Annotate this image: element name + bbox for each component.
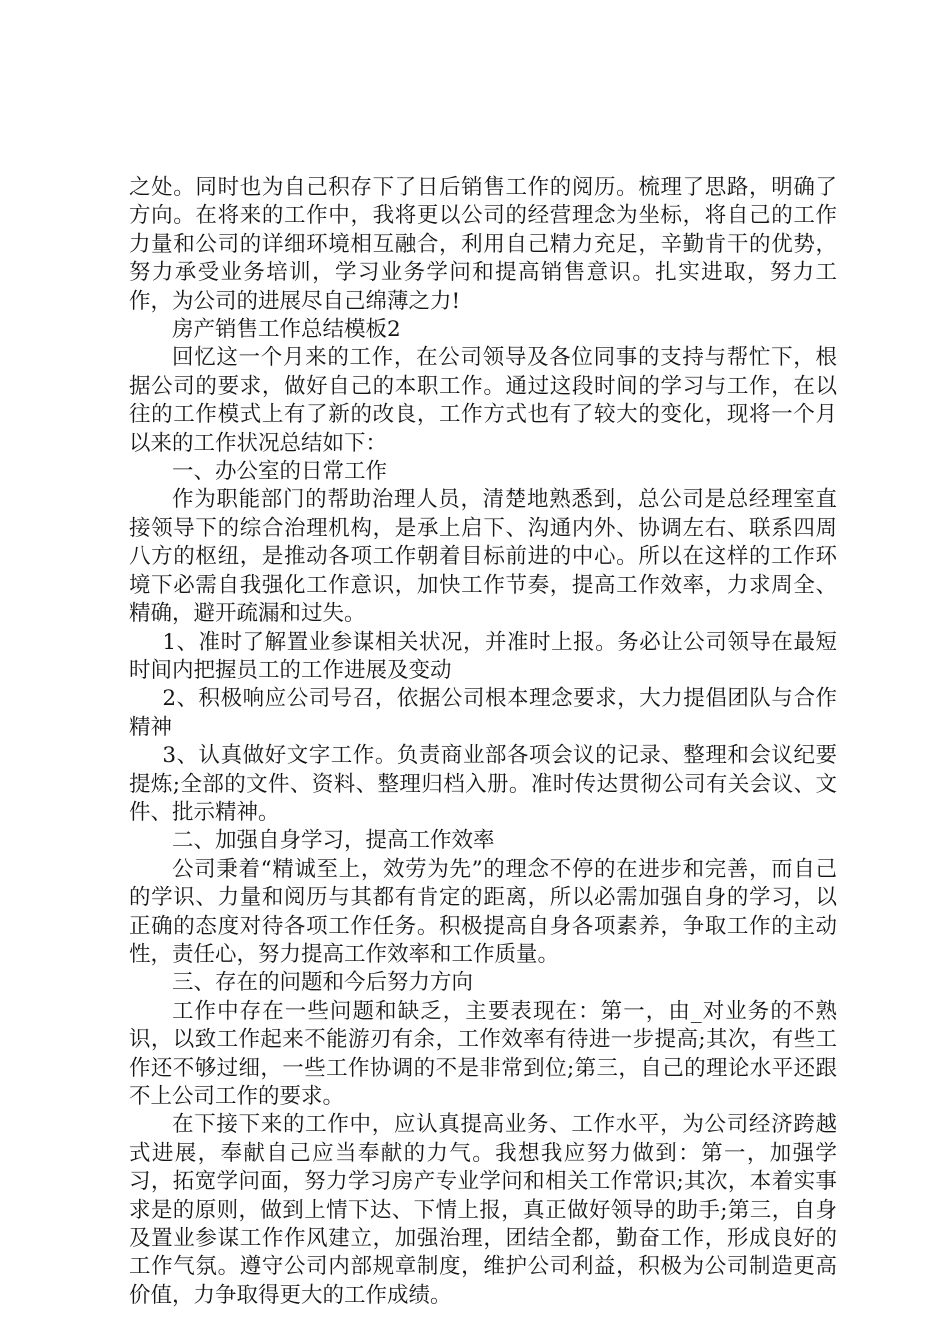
list-item-2: 2、积极响应公司号召，依据公司根本理念要求，大力提倡团队与合作精神 (129, 686, 837, 740)
heading-1: 一、办公室的日常工作 (172, 459, 388, 485)
paragraph-closing: 之处。同时也为自己积存下了日后销售工作的阅历。梳理了思路，明确了方向。在将来的工作中，我将更以公司的经营理念为坐标，将自己的工作力量和公司的详细环境相互融合，利用自己精力充足，辛勤肯干的优势，努力承受业务培训，学习业务学问和提高销售意识。扎实进取，努力工作，为公司的进展尽自己绵薄之力! (129, 175, 837, 314)
paragraph-self-study: 公司秉着“精诚至上，效劳为先”的理念不停的在进步和完善，而自己的学识、力量和阅历与其都有肯定的距离，所以必需加强自身的学习，以正确的态度对待各项工作任务。积极提高自身各项素养，争取工作的主动性，责任心，努力提高工作效率和工作质量。 (129, 856, 837, 967)
heading-2: 二、加强自身学习，提高工作效率 (172, 828, 495, 854)
list-item-3: 3、认真做好文字工作。负责商业部各项会议的记录、整理和会议纪要提炼;全部的文件、资料、整理归档入册。准时传达贯彻公司有关会议、文件、批示精神。 (129, 743, 837, 825)
paragraph-office-work: 作为职能部门的帮助治理人员，清楚地熟悉到，总公司是总经理室直接领导下的综合治理机构，是承上启下、沟通内外、协调左右、联系四周八方的枢纽，是推动各项工作朝着目标前进的中心。所以在这样的工作环境下必需自我强化工作意识，加快工作节奏，提高工作效率，力求周全、精确，避开疏漏和过失。 (129, 487, 837, 627)
section-title: 房产销售工作总结模板2 (172, 317, 401, 343)
paragraph-plans: 在下接下来的工作中，应认真提高业务、工作水平，为公司经济跨越式进展，奉献自己应当奉献的力气。我想我应努力做到：第一，加强学习，拓宽学问面，努力学习房产专业学问和相关工作常识;其次，本着实事求是的原则，做到上情下达、下情上报，真正做好领导的助手;第三，自身及置业参谋工作作风建立，加强治理，团结全都，勤奋工作，形成良好的工作气氛。遵守公司内部规章制度，维护公司利益，积极为公司制造更高价值，力争取得更大的工作成绩。 (129, 1112, 837, 1308)
list-item-1: 1、准时了解置业参谋相关状况，并准时上报。务必让公司领导在最短时间内把握员工的工作进展及变动 (129, 629, 837, 683)
document-body (129, 174, 837, 1310)
heading-3: 三、存在的问题和今后努力方向 (172, 970, 474, 996)
paragraph-intro: 回忆这一个月来的工作，在公司领导及各位同事的支持与帮忙下，根据公司的要求，做好自己的本职工作。通过这段时间的学习与工作，在以往的工作模式上有了新的改良，工作方式也有了较大的变化，现将一个月以来的工作状况总结如下： (129, 345, 837, 456)
paragraph-problems: 工作中存在一些问题和缺乏，主要表现在：第一，由_对业务的不熟识，以致工作起来不能游刃有余，工作效率有待进一步提高;其次，有些工作还不够过细，一些工作协调的不是非常到位;第三，自己的理论水平还跟不上公司工作的要求。 (129, 998, 837, 1109)
